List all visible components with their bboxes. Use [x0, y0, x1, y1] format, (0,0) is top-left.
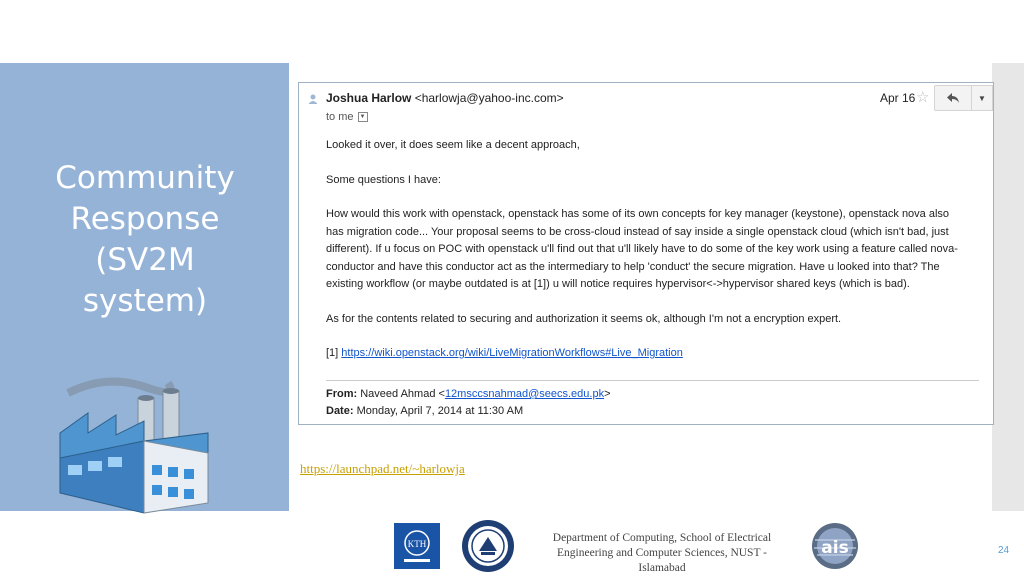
- body-paragraph: Some questions I have:: [326, 173, 441, 186]
- body-paragraph: As for the contents related to securing and authorization it seems ok, although I'm not a encryption expert.: [326, 312, 842, 325]
- department-footer: Department of Computing, School of Electrical Engineering and Computer Sciences, NUST - Islamabad: [552, 532, 772, 574]
- email-date: Apr 16: [880, 91, 916, 105]
- page-number: 24: [998, 545, 1010, 556]
- recipient-line[interactable]: [326, 111, 368, 123]
- body-paragraph: How would this work with openstack, openstack has some of its own concepts for key manager (keystone), openstack nova also has migration code... Your proposal seems to be cross-cloud instead of say inside a single openstack cloud (which isn't bad, just different). If u focus on POC with openstack u'll find out that u'll likely have to do some of the key work using a feature called nova-conductor and have this conductor act as the intermediary to help 'conduct' the secure migration. Have u looked into that? The existing workflow (or maybe outdated is at [1]) u will notice requires hypervisor<->hypervisor shared keys (which is bad).: [326, 208, 958, 290]
- email-body: [326, 137, 966, 380]
- title-line: Community: [55, 160, 235, 196]
- chevron-down-icon[interactable]: ▼: [358, 112, 368, 122]
- person-icon: [307, 93, 319, 105]
- from-suffix: >: [604, 388, 611, 400]
- quoted-from: [326, 386, 611, 403]
- slide-title: [30, 158, 260, 322]
- title-line: Response: [70, 201, 220, 237]
- wiki-link[interactable]: https://wiki.openstack.org/wiki/LiveMigrationWorkflows#Live_Migration: [341, 347, 683, 359]
- more-options-button[interactable]: [971, 85, 993, 111]
- date-value: Monday, April 7, 2014 at 11:30 AM: [356, 405, 524, 417]
- from-label: From:: [326, 388, 358, 400]
- body-paragraph: Looked it over, it does seem like a decent approach,: [326, 139, 580, 151]
- kth-logo: [394, 523, 440, 569]
- launchpad-link[interactable]: https://launchpad.net/~harlowja: [300, 461, 465, 476]
- kth-logo-text: KTH: [407, 539, 427, 549]
- ais-logo: [810, 522, 860, 570]
- email-message: [298, 82, 994, 425]
- sender-email: <harlowja@yahoo-inc.com>: [414, 91, 564, 105]
- reference-line: [326, 345, 966, 363]
- side-strip: [992, 63, 1024, 511]
- reply-button[interactable]: [934, 85, 972, 111]
- title-line: (SV2M: [95, 242, 195, 278]
- reply-icon: [946, 92, 960, 104]
- quoted-date: [326, 403, 611, 420]
- from-email-link[interactable]: 12msccsnahmad@seecs.edu.pk: [444, 388, 605, 400]
- title-panel: [0, 63, 289, 511]
- nust-logo: [461, 519, 515, 573]
- recipient-label: to me: [326, 111, 354, 123]
- date-label: Date:: [326, 405, 354, 417]
- reference-prefix: [1]: [326, 347, 339, 359]
- title-line: system): [82, 283, 208, 319]
- ais-logo-text: ais: [821, 538, 849, 558]
- chevron-down-icon: ▼: [978, 93, 986, 103]
- divider: [326, 380, 979, 381]
- sender: [326, 91, 564, 105]
- from-name: Naveed Ahmad <: [360, 388, 445, 400]
- sender-name: Joshua Harlow: [326, 91, 412, 105]
- quoted-header: [326, 386, 611, 420]
- star-icon[interactable]: ☆: [916, 89, 930, 106]
- factory-icon: [48, 373, 218, 523]
